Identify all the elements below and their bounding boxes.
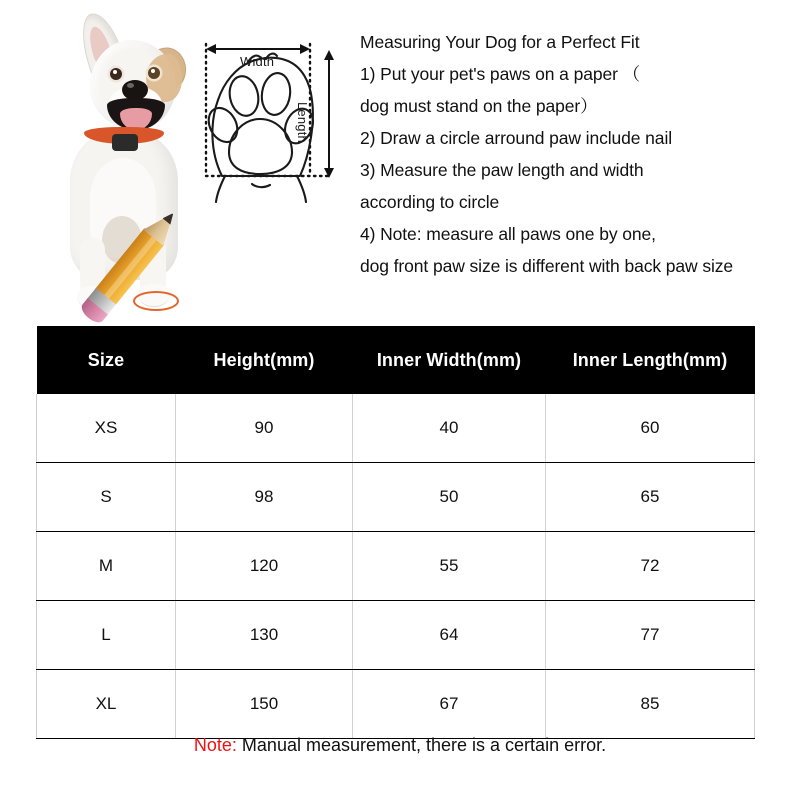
table-row: [37, 532, 755, 601]
measuring-instructions: [360, 26, 800, 282]
instruction-line-3a: 3) Measure the paw length and width: [360, 160, 644, 180]
column-header-height: Height(mm): [176, 326, 353, 394]
paw-fur-tuft: [252, 184, 270, 187]
cell-inner-length: 85: [546, 670, 755, 739]
instruction-line-4b: dog front paw size is different with back paw size: [360, 256, 734, 276]
cell-height: 130: [176, 601, 353, 670]
cell-inner-length: 72: [546, 532, 755, 601]
paw-toe-1: [226, 74, 262, 119]
width-label: Width: [240, 54, 275, 69]
cell-height: 150: [176, 670, 353, 739]
cell-size: XL: [37, 670, 176, 739]
cell-inner-width: 40: [353, 394, 546, 463]
paw-toe-2: [259, 71, 293, 116]
column-header-size: Size: [37, 326, 176, 394]
paw-toe-3: [203, 103, 243, 147]
dog-right-eye-highlight: [151, 69, 155, 73]
cell-inner-width: 67: [353, 670, 546, 739]
instruction-line-1b: dog must stand on the paper）: [360, 96, 598, 116]
top-illustration-section: [0, 0, 800, 318]
paw-diagram-svg: [192, 26, 350, 206]
column-header-inner-width: Inner Width(mm): [353, 326, 546, 394]
cell-height: 98: [176, 463, 353, 532]
width-arrow-left-head: [206, 44, 216, 54]
cell-size: M: [37, 532, 176, 601]
footer-note: [0, 735, 800, 756]
table-row: [37, 601, 755, 670]
dog-nose: [122, 80, 148, 100]
cell-inner-length: 65: [546, 463, 755, 532]
length-arrow-top-head: [324, 50, 334, 60]
dog-left-eye-highlight: [113, 70, 117, 74]
size-chart-table: [36, 326, 755, 739]
cell-inner-length: 60: [546, 394, 755, 463]
instruction-line-3b: according to circle: [360, 192, 500, 212]
instruction-line-4a: 4) Note: measure all paws one by one,: [360, 224, 656, 244]
dog-collar-device: [112, 134, 138, 151]
instruction-line-title: Measuring Your Dog for a Perfect Fit: [360, 32, 640, 52]
paw-measurement-diagram: [192, 26, 350, 206]
paw-main-pad: [229, 119, 292, 174]
column-header-inner-length: Inner Length(mm): [546, 326, 755, 394]
cell-inner-width: 50: [353, 463, 546, 532]
table-row: [37, 670, 755, 739]
note-label: Note:: [193, 735, 237, 755]
cell-height: 120: [176, 532, 353, 601]
table-header-row: [37, 326, 755, 394]
instruction-line-2: 2) Draw a circle arround paw include nail: [360, 128, 673, 148]
pencil-illustration: [150, 196, 268, 308]
cell-inner-length: 77: [546, 601, 755, 670]
table-row: [37, 463, 755, 532]
cell-height: 90: [176, 394, 353, 463]
paw-leg-right: [297, 176, 306, 202]
dog-nose-highlight: [127, 83, 134, 88]
table-row: [37, 394, 755, 463]
cell-inner-width: 55: [353, 532, 546, 601]
instruction-line-1a: 1) Put your pet's paws on a paper （: [360, 64, 640, 84]
cell-size: XS: [37, 394, 176, 463]
cell-inner-width: 64: [353, 601, 546, 670]
paw-leg-left: [216, 176, 225, 202]
width-arrow-right-head: [300, 44, 310, 54]
length-label: Length: [295, 102, 310, 143]
note-text: Manual measurement, there is a certain error.: [236, 735, 607, 755]
cell-size: L: [37, 601, 176, 670]
cell-size: S: [37, 463, 176, 532]
